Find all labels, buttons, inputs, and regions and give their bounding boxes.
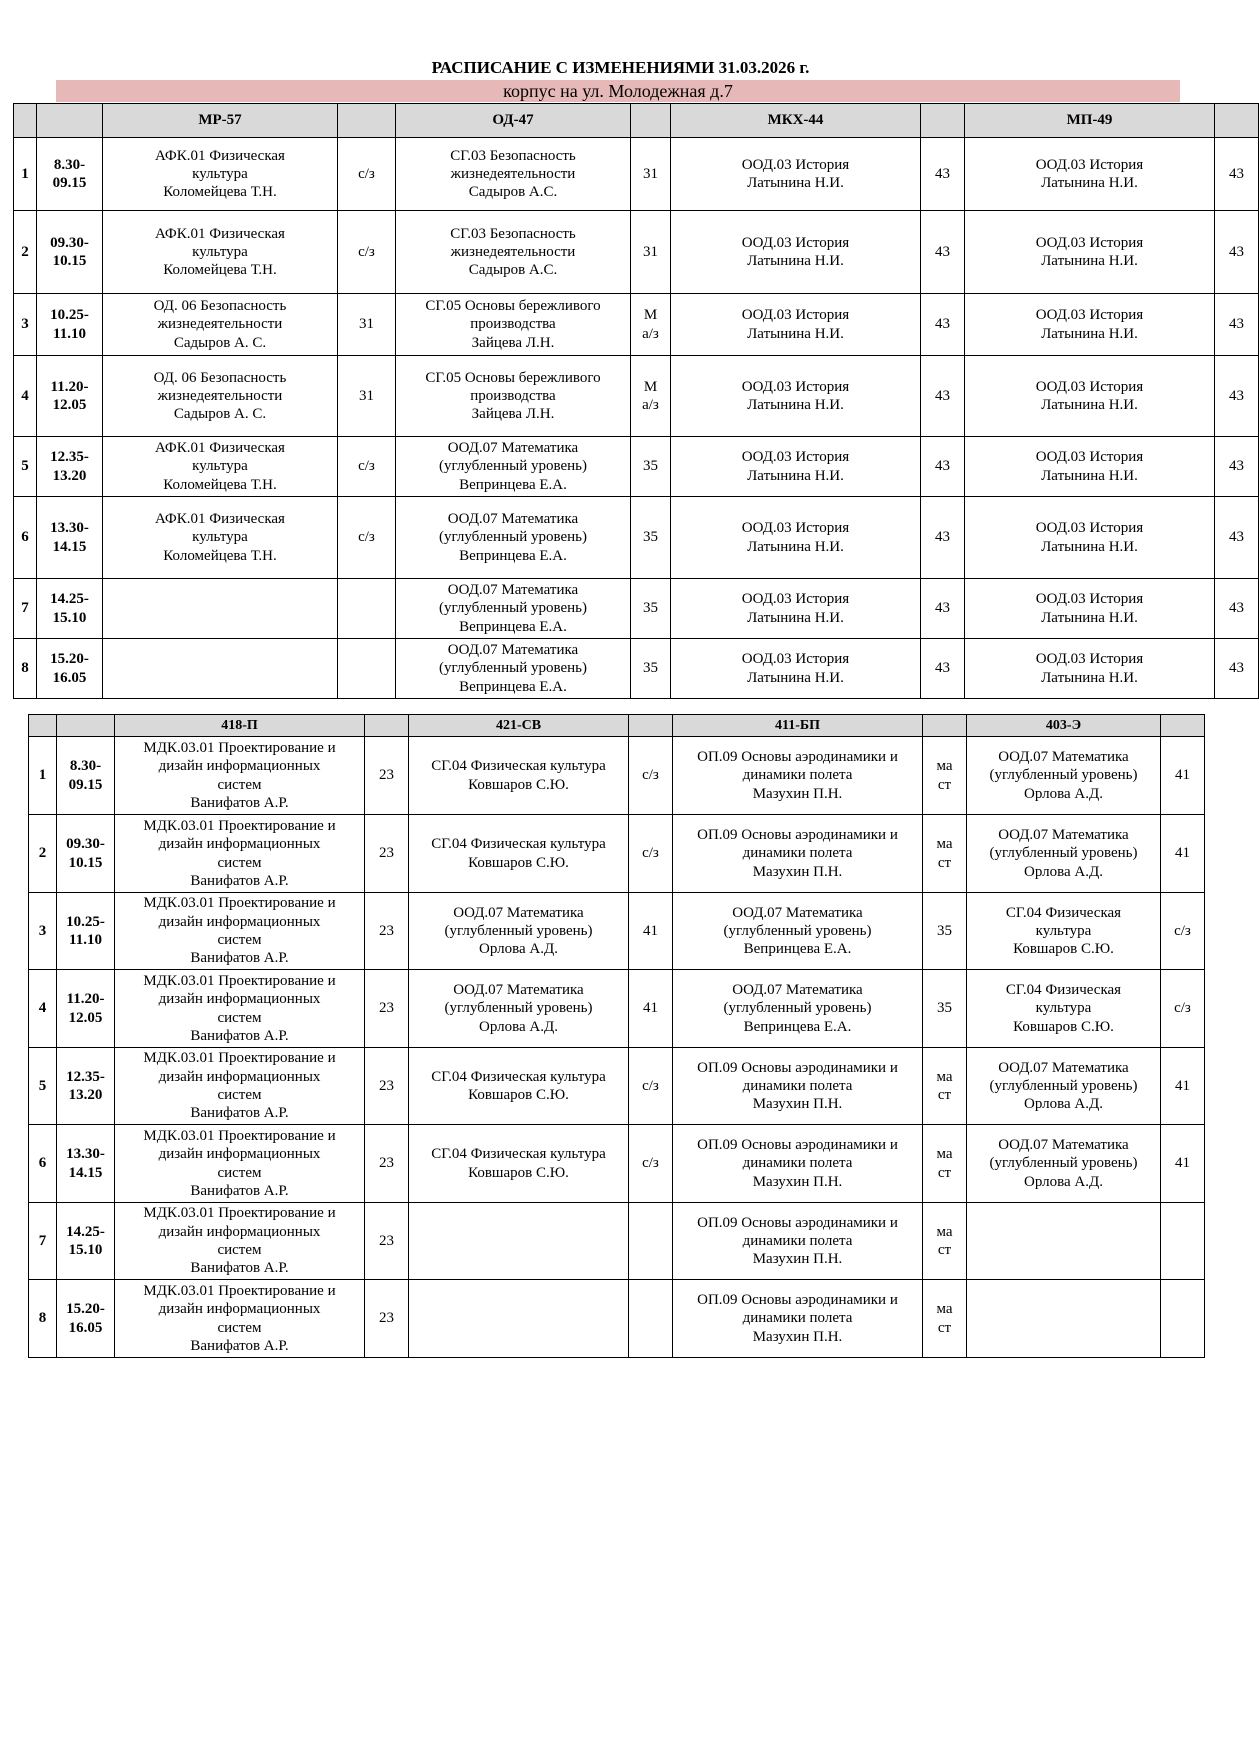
subject-cell: ООД.07 Математика (углубленный уровень) Орлова А.Д. [409, 893, 629, 970]
table-row [29, 893, 1205, 970]
lesson-time: 15.20- 16.05 [37, 639, 103, 699]
room-cell: 31 [631, 138, 671, 211]
room-cell: 23 [365, 970, 409, 1048]
room-cell: ма ст [923, 815, 967, 893]
room-cell: 31 [338, 294, 396, 356]
table-row [29, 737, 1205, 815]
schedule-table-1 [13, 103, 1259, 699]
subject-cell: ООД.03 История Латынина Н.И. [671, 356, 921, 437]
subject-cell: МДК.03.01 Проектирование и дизайн информационных систем Ванифатов А.Р. [115, 815, 365, 893]
subject-cell: СГ.04 Физическая культура Ковшаров С.Ю. [967, 893, 1161, 970]
subject-cell: СГ.04 Физическая культура Ковшаров С.Ю. [967, 970, 1161, 1048]
room-cell: 43 [921, 211, 965, 294]
room-cell: с/з [629, 1125, 673, 1203]
room-cell: 23 [365, 1125, 409, 1203]
subject-cell [967, 1280, 1161, 1358]
room-cell: 41 [1161, 1125, 1205, 1203]
lesson-time: 12.35- 13.20 [57, 1048, 115, 1125]
lesson-number: 6 [29, 1125, 57, 1203]
room-cell: М а/з [631, 356, 671, 437]
lesson-number: 2 [29, 815, 57, 893]
room-cell: 31 [631, 211, 671, 294]
room-cell: 23 [365, 1203, 409, 1280]
room-cell: с/з [629, 1048, 673, 1125]
table-row [14, 211, 1259, 294]
room-cell: с/з [338, 138, 396, 211]
subject-cell [103, 639, 338, 699]
room-cell: с/з [1161, 893, 1205, 970]
room-cell: 43 [1215, 579, 1259, 639]
room-cell: 43 [921, 294, 965, 356]
lesson-number: 1 [29, 737, 57, 815]
subject-cell: ОД. 06 Безопасность жизнедеятельности Садыров А. С. [103, 356, 338, 437]
lesson-time: 11.20- 12.05 [57, 970, 115, 1048]
subject-cell: ООД.03 История Латынина Н.И. [965, 294, 1215, 356]
subject-cell: ОД. 06 Безопасность жизнедеятельности Садыров А. С. [103, 294, 338, 356]
room-cell: 35 [631, 639, 671, 699]
room-cell: с/з [629, 815, 673, 893]
subject-cell: ООД.07 Математика (углубленный уровень) Орлова А.Д. [967, 815, 1161, 893]
location-banner: корпус на ул. Молодежная д.7 [56, 80, 1180, 102]
room-cell: 35 [631, 579, 671, 639]
room-cell: 31 [338, 356, 396, 437]
lesson-time: 12.35- 13.20 [37, 437, 103, 497]
subject-cell: ООД.03 История Латынина Н.И. [965, 579, 1215, 639]
lesson-number: 7 [29, 1203, 57, 1280]
subject-cell: ОП.09 Основы аэродинамики и динамики полета Мазухин П.Н. [673, 815, 923, 893]
subject-cell: ООД.07 Математика (углубленный уровень) Орлова А.Д. [967, 1125, 1161, 1203]
subject-cell: СГ.03 Безопасность жизнедеятельности Садыров А.С. [396, 211, 631, 294]
subject-cell: ОП.09 Основы аэродинамики и динамики полета Мазухин П.Н. [673, 1203, 923, 1280]
subject-cell: МДК.03.01 Проектирование и дизайн информационных систем Ванифатов А.Р. [115, 1048, 365, 1125]
room-cell: 43 [921, 437, 965, 497]
lesson-number: 4 [29, 970, 57, 1048]
room-cell: М а/з [631, 294, 671, 356]
table-row [14, 639, 1259, 699]
subject-cell: ООД.03 История Латынина Н.И. [671, 497, 921, 579]
subject-cell: МДК.03.01 Проектирование и дизайн информационных систем Ванифатов А.Р. [115, 737, 365, 815]
subject-cell: МДК.03.01 Проектирование и дизайн информационных систем Ванифатов А.Р. [115, 1125, 365, 1203]
lesson-time: 13.30- 14.15 [37, 497, 103, 579]
subject-cell: ООД.03 История Латынина Н.И. [965, 211, 1215, 294]
room-cell: 23 [365, 1280, 409, 1358]
subject-cell: ОП.09 Основы аэродинамики и динамики полета Мазухин П.Н. [673, 737, 923, 815]
room-cell: 23 [365, 815, 409, 893]
room-cell: ма ст [923, 1048, 967, 1125]
lesson-time: 15.20- 16.05 [57, 1280, 115, 1358]
room-cell: 41 [1161, 1048, 1205, 1125]
lesson-number: 1 [14, 138, 37, 211]
subject-cell: ООД.03 История Латынина Н.И. [671, 579, 921, 639]
subject-cell: ООД.03 История Латынина Н.И. [671, 294, 921, 356]
subject-cell: ООД.03 История Латынина Н.И. [671, 437, 921, 497]
subject-cell: ООД.03 История Латынина Н.И. [965, 356, 1215, 437]
room-cell: ма ст [923, 1280, 967, 1358]
lesson-number: 3 [14, 294, 37, 356]
group-header: 411-БП [673, 715, 923, 737]
room-cell: 43 [1215, 437, 1259, 497]
lesson-time: 09.30- 10.15 [37, 211, 103, 294]
subject-cell: ОП.09 Основы аэродинамики и динамики полета Мазухин П.Н. [673, 1048, 923, 1125]
subject-cell: ООД.03 История Латынина Н.И. [965, 437, 1215, 497]
subject-cell: АФК.01 Физическая культура Коломейцева Т.Н. [103, 211, 338, 294]
lesson-number: 2 [14, 211, 37, 294]
room-cell [338, 579, 396, 639]
lesson-number: 8 [14, 639, 37, 699]
room-cell: с/з [1161, 970, 1205, 1048]
table-row [14, 497, 1259, 579]
table-row [29, 1280, 1205, 1358]
subject-cell: СГ.04 Физическая культура Ковшаров С.Ю. [409, 1125, 629, 1203]
room-cell: 23 [365, 893, 409, 970]
subject-cell: ООД.07 Математика (углубленный уровень) Вепринцева Е.А. [673, 970, 923, 1048]
lesson-number: 5 [14, 437, 37, 497]
table-row [14, 138, 1259, 211]
room-cell: с/з [338, 211, 396, 294]
room-cell: 43 [1215, 639, 1259, 699]
lesson-time: 8.30- 09.15 [57, 737, 115, 815]
subject-cell: СГ.04 Физическая культура Ковшаров С.Ю. [409, 737, 629, 815]
subject-cell: ОП.09 Основы аэродинамики и динамики полета Мазухин П.Н. [673, 1125, 923, 1203]
subject-cell: СГ.04 Физическая культура Ковшаров С.Ю. [409, 815, 629, 893]
lesson-number: 7 [14, 579, 37, 639]
subject-cell: ООД.03 История Латынина Н.И. [671, 138, 921, 211]
room-cell: с/з [338, 497, 396, 579]
room-cell: 41 [629, 893, 673, 970]
room-cell: 35 [923, 970, 967, 1048]
room-cell: с/з [338, 437, 396, 497]
subject-cell: СГ.03 Безопасность жизнедеятельности Садыров А.С. [396, 138, 631, 211]
subject-cell: ООД.03 История Латынина Н.И. [965, 497, 1215, 579]
subject-cell: ООД.07 Математика (углубленный уровень) Вепринцева Е.А. [396, 639, 631, 699]
room-cell: 43 [1215, 211, 1259, 294]
room-cell: ма ст [923, 737, 967, 815]
room-cell [338, 639, 396, 699]
table-row [14, 356, 1259, 437]
lesson-time: 11.20- 12.05 [37, 356, 103, 437]
room-cell [1161, 1280, 1205, 1358]
group-header: 403-Э [967, 715, 1161, 737]
room-cell: ма ст [923, 1203, 967, 1280]
subject-cell: МДК.03.01 Проектирование и дизайн информационных систем Ванифатов А.Р. [115, 1203, 365, 1280]
table-row [29, 1048, 1205, 1125]
subject-cell [103, 579, 338, 639]
lesson-time: 09.30- 10.15 [57, 815, 115, 893]
schedule-table-2 [28, 714, 1205, 1358]
subject-cell: ООД.07 Математика (углубленный уровень) Орлова А.Д. [967, 737, 1161, 815]
room-cell: 41 [1161, 737, 1205, 815]
subject-cell: МДК.03.01 Проектирование и дизайн информационных систем Ванифатов А.Р. [115, 893, 365, 970]
lesson-time: 10.25- 11.10 [37, 294, 103, 356]
subject-cell: СГ.04 Физическая культура Ковшаров С.Ю. [409, 1048, 629, 1125]
lesson-time: 14.25- 15.10 [57, 1203, 115, 1280]
subject-cell: ООД.03 История Латынина Н.И. [965, 639, 1215, 699]
lesson-number: 4 [14, 356, 37, 437]
subject-cell: ООД.07 Математика (углубленный уровень) Орлова А.Д. [967, 1048, 1161, 1125]
room-cell: 35 [923, 893, 967, 970]
room-cell: 43 [1215, 294, 1259, 356]
lesson-time: 10.25- 11.10 [57, 893, 115, 970]
page-title: РАСПИСАНИЕ С ИЗМЕНЕНИЯМИ 31.03.2026 г. [431, 58, 810, 77]
group-header: МКХ-44 [671, 104, 921, 138]
room-cell: 35 [631, 437, 671, 497]
lesson-time: 14.25- 15.10 [37, 579, 103, 639]
room-cell: 43 [921, 356, 965, 437]
room-cell: 43 [921, 138, 965, 211]
subject-cell: ООД.07 Математика (углубленный уровень) Вепринцева Е.А. [396, 437, 631, 497]
subject-cell: АФК.01 Физическая культура Коломейцева Т.Н. [103, 497, 338, 579]
room-cell: 41 [629, 970, 673, 1048]
subject-cell: ОП.09 Основы аэродинамики и динамики полета Мазухин П.Н. [673, 1280, 923, 1358]
lesson-number: 5 [29, 1048, 57, 1125]
table-header-row [14, 104, 1259, 138]
table-header-row [29, 715, 1205, 737]
room-cell [1161, 1203, 1205, 1280]
room-cell: 23 [365, 737, 409, 815]
room-cell [629, 1203, 673, 1280]
lesson-number: 6 [14, 497, 37, 579]
lesson-time: 8.30- 09.15 [37, 138, 103, 211]
subject-cell: ООД.07 Математика (углубленный уровень) Вепринцева Е.А. [673, 893, 923, 970]
lesson-time: 13.30- 14.15 [57, 1125, 115, 1203]
table-row [29, 815, 1205, 893]
group-header: МР-57 [103, 104, 338, 138]
lesson-number: 8 [29, 1280, 57, 1358]
table-row [29, 1125, 1205, 1203]
lesson-number: 3 [29, 893, 57, 970]
subject-cell: СГ.05 Основы бережливого производства Зайцева Л.Н. [396, 294, 631, 356]
subject-cell: СГ.05 Основы бережливого производства Зайцева Л.Н. [396, 356, 631, 437]
table-row [14, 294, 1259, 356]
room-cell [629, 1280, 673, 1358]
room-cell: 43 [921, 579, 965, 639]
group-header: 418-П [115, 715, 365, 737]
table-row [14, 579, 1259, 639]
subject-cell: МДК.03.01 Проектирование и дизайн информационных систем Ванифатов А.Р. [115, 1280, 365, 1358]
group-header: МП-49 [965, 104, 1215, 138]
group-header: 421-СВ [409, 715, 629, 737]
subject-cell: АФК.01 Физическая культура Коломейцева Т.Н. [103, 138, 338, 211]
table-row [29, 1203, 1205, 1280]
subject-cell: ООД.03 История Латынина Н.И. [965, 138, 1215, 211]
room-cell: ма ст [923, 1125, 967, 1203]
subject-cell: ООД.07 Математика (углубленный уровень) Вепринцева Е.А. [396, 497, 631, 579]
room-cell: 43 [1215, 497, 1259, 579]
room-cell: с/з [629, 737, 673, 815]
subject-cell: ООД.03 История Латынина Н.И. [671, 639, 921, 699]
table-row [29, 970, 1205, 1048]
room-cell: 41 [1161, 815, 1205, 893]
subject-cell: ООД.03 История Латынина Н.И. [671, 211, 921, 294]
room-cell: 35 [631, 497, 671, 579]
group-header: ОД-47 [396, 104, 631, 138]
subject-cell: ООД.07 Математика (углубленный уровень) Вепринцева Е.А. [396, 579, 631, 639]
subject-cell [409, 1203, 629, 1280]
room-cell: 23 [365, 1048, 409, 1125]
room-cell: 43 [1215, 356, 1259, 437]
room-cell: 43 [921, 497, 965, 579]
room-cell: 43 [1215, 138, 1259, 211]
subject-cell [409, 1280, 629, 1358]
subject-cell: ООД.07 Математика (углубленный уровень) Орлова А.Д. [409, 970, 629, 1048]
subject-cell: МДК.03.01 Проектирование и дизайн информационных систем Ванифатов А.Р. [115, 970, 365, 1048]
table-row [14, 437, 1259, 497]
room-cell: 43 [921, 639, 965, 699]
subject-cell: АФК.01 Физическая культура Коломейцева Т.Н. [103, 437, 338, 497]
subject-cell [967, 1203, 1161, 1280]
